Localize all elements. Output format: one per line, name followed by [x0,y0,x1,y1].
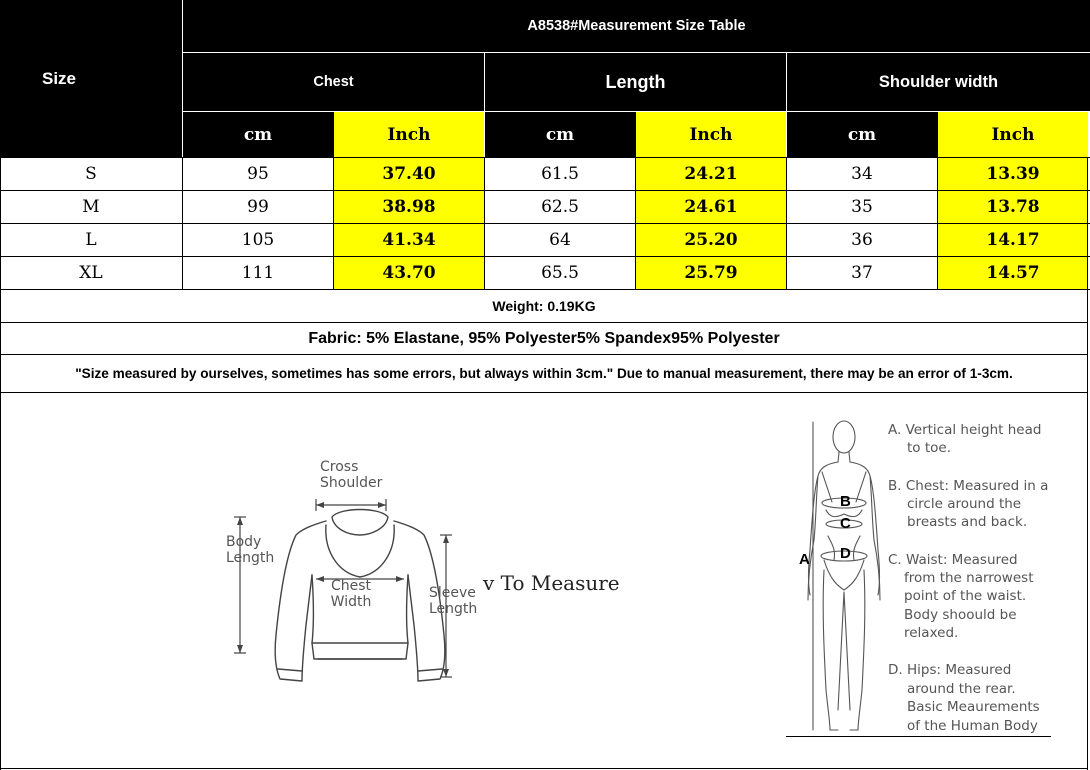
table-cell-inch: 25.79 [636,257,786,289]
table-cell-inch: 37.40 [334,158,484,190]
unit-header-cm: cm [787,112,937,157]
table-cell: 65.5 [541,263,579,283]
table-cell: 36 [851,230,873,250]
size-header-label: Size [42,68,77,88]
group-header-shoulder-width: Shoulder width [787,53,1090,111]
sleeve-length-label: Sleeve Length [429,585,478,617]
table-row [0,257,1090,289]
table-cell: 99 [247,197,269,217]
fabric-row [1,323,1087,354]
unit-header-inch: Inch [636,112,786,157]
table-cell-inch: 24.21 [636,158,786,190]
table-cell-inch: 38.98 [334,191,484,223]
garment-measure-diagram [220,455,490,690]
table-row [0,191,1090,223]
weight-text: Weight: 0.19KG [492,298,596,314]
table-cell: 105 [241,230,275,250]
row-size: XL [79,263,103,283]
table-cell: 35 [851,197,873,217]
table-cell: 37 [851,263,873,283]
table-cell-inch: 25.20 [636,224,786,256]
table-cell: 111 [241,263,275,283]
size-header-cell [0,0,182,157]
body-measure-chart: A B C D A. Vertical height head to toe. B. Chest: Measured in a circle around the breasts and back. C. Waist: Measured from the narrowest point of the waist. Body shoould be relaxed. D. Hips: Measured around the rear. Basic Meaurements of the Human Body [786,410,1056,740]
disclaimer-text: "Size measured by ourselves, sometimes has some errors, but always within 3cm." Due to manual measurement, there may be an error of 1-3cm. [75,366,1013,381]
body-length-label: Body Length [226,534,275,566]
unit-header-inch: Inch [334,112,484,157]
table-cell: 64 [549,230,571,250]
table-title: A8538#Measurement Size Table [527,18,746,34]
chest-width-label: Chest Width [330,578,372,610]
row-size: M [82,197,100,217]
table-cell-inch: 13.78 [938,191,1088,223]
human-body-figure [786,410,886,740]
disclaimer-row [1,355,1087,392]
table-cell-inch: 24.61 [636,191,786,223]
table-cell-inch: 43.70 [334,257,484,289]
body-label-d: D [840,545,851,562]
body-label-a: A [799,551,810,568]
group-header-length: Length [485,53,786,111]
legend-underline [786,736,1051,737]
body-label-b: B [840,493,851,510]
cross-shoulder-label: Cross Shoulder [320,459,383,491]
row-size: S [85,164,97,184]
weight-row [1,290,1087,322]
table-cell-inch: 41.34 [334,224,484,256]
table-row [0,224,1090,256]
unit-header-cm: cm [485,112,635,157]
fabric-text: Fabric: 5% Elastane, 95% Polyester5% Spandex95% Polyester [308,329,780,347]
table-cell-inch: 14.57 [938,257,1088,289]
unit-header-inch: Inch [938,112,1088,157]
table-row [0,158,1090,190]
group-header-chest: Chest [183,53,484,111]
unit-header-cm: cm [183,112,333,157]
how-to-measure-caption: v To Measure [483,571,620,595]
table-cell-inch: 14.17 [938,224,1088,256]
table-cell: 95 [247,164,269,184]
table-cell-inch: 13.39 [938,158,1088,190]
body-label-c: C [840,515,851,532]
table-title-cell [183,0,1090,52]
row-size: L [85,230,97,250]
table-cell: 34 [851,164,873,184]
table-cell: 62.5 [541,197,579,217]
table-cell: 61.5 [541,164,579,184]
